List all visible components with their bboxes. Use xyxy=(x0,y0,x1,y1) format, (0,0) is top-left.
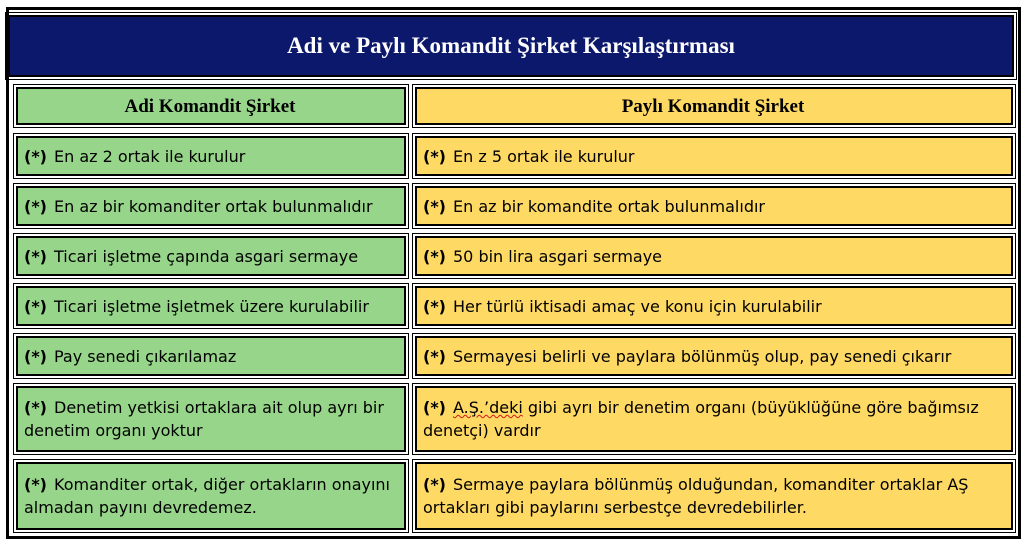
cell-text: 50 bin lira asgari sermaye xyxy=(453,246,663,266)
table-row-5-right xyxy=(415,336,1013,376)
bullet-marker: (*) xyxy=(24,196,47,216)
table-title: Adi ve Paylı Komandit Şirket Karşılaştırması xyxy=(8,15,1014,77)
cell-text: Pay senedi çıkarılamaz xyxy=(54,346,237,366)
table-row-2-right xyxy=(415,186,1013,226)
table-row-3-right xyxy=(415,236,1013,276)
bullet-marker: (*) xyxy=(24,246,47,266)
bullet-marker: (*) xyxy=(423,246,446,266)
cell-text: Komanditer ortak, diğer ortakların onayını almadan payını devredemez. xyxy=(24,475,390,517)
table-row-5-left xyxy=(16,336,406,376)
cell-text: Sermayesi belirli ve paylara bölünmüş olup, pay senedi çıkarır xyxy=(453,346,952,366)
table-row-2-left xyxy=(16,186,406,226)
table-row-7-left xyxy=(16,462,406,530)
bullet-marker: (*) xyxy=(24,346,47,366)
table-row-4-left xyxy=(16,286,406,326)
table-row-6-right xyxy=(415,386,1013,452)
bullet-marker: (*) xyxy=(423,146,446,166)
table-row-1-right xyxy=(415,136,1013,176)
cell-text: Sermaye paylara bölünmüş olduğundan, komanditer ortaklar AŞ ortakları gibi paylarını serbestçe devredebilirler. xyxy=(423,475,969,517)
bullet-marker: (*) xyxy=(423,398,446,417)
table-row-3-left xyxy=(16,236,406,276)
table-row-4-right xyxy=(415,286,1013,326)
bullet-marker: (*) xyxy=(423,296,446,316)
cell-text: Ticari işletme çapında asgari sermaye xyxy=(54,246,359,266)
cell-content xyxy=(24,396,396,442)
cell-text: En az bir komandite ortak bulunmalıdır xyxy=(453,196,765,216)
cell-content xyxy=(423,473,1003,519)
bullet-marker: (*) xyxy=(24,296,47,316)
table-row-7-right xyxy=(415,462,1013,530)
cell-text: Ticari işletme işletmek üzere kurulabilir xyxy=(54,296,369,316)
cell-text: En az bir komanditer ortak bulunmalıdır xyxy=(54,196,373,216)
spellcheck-flagged-word: A.Ş.’deki xyxy=(453,398,523,417)
bullet-marker: (*) xyxy=(24,398,47,417)
cell-text: En az 2 ortak ile kurulur xyxy=(54,146,246,166)
cell-text: En z 5 ortak ile kurulur xyxy=(453,146,635,166)
cell-text: Her türlü iktisadi amaç ve konu için kurulabilir xyxy=(453,296,822,316)
column-header-adi: Adi Komandit Şirket xyxy=(16,87,406,125)
column-header-payli: Paylı Komandit Şirket xyxy=(415,87,1013,125)
bullet-marker: (*) xyxy=(423,196,446,216)
bullet-marker: (*) xyxy=(423,475,446,494)
table-row-1-left xyxy=(16,136,406,176)
bullet-marker: (*) xyxy=(423,346,446,366)
cell-content xyxy=(24,473,396,519)
cell-content xyxy=(423,396,1003,442)
bullet-marker: (*) xyxy=(24,146,47,166)
bullet-marker: (*) xyxy=(24,475,47,494)
table-row-6-left xyxy=(16,386,406,452)
cell-text: gibi ayrı bir denetim organı (büyüklüğüne göre bağımsız denetçi) vardır xyxy=(423,398,979,440)
cell-text: Denetim yetkisi ortaklara ait olup ayrı bir denetim organı yoktur xyxy=(24,398,384,440)
